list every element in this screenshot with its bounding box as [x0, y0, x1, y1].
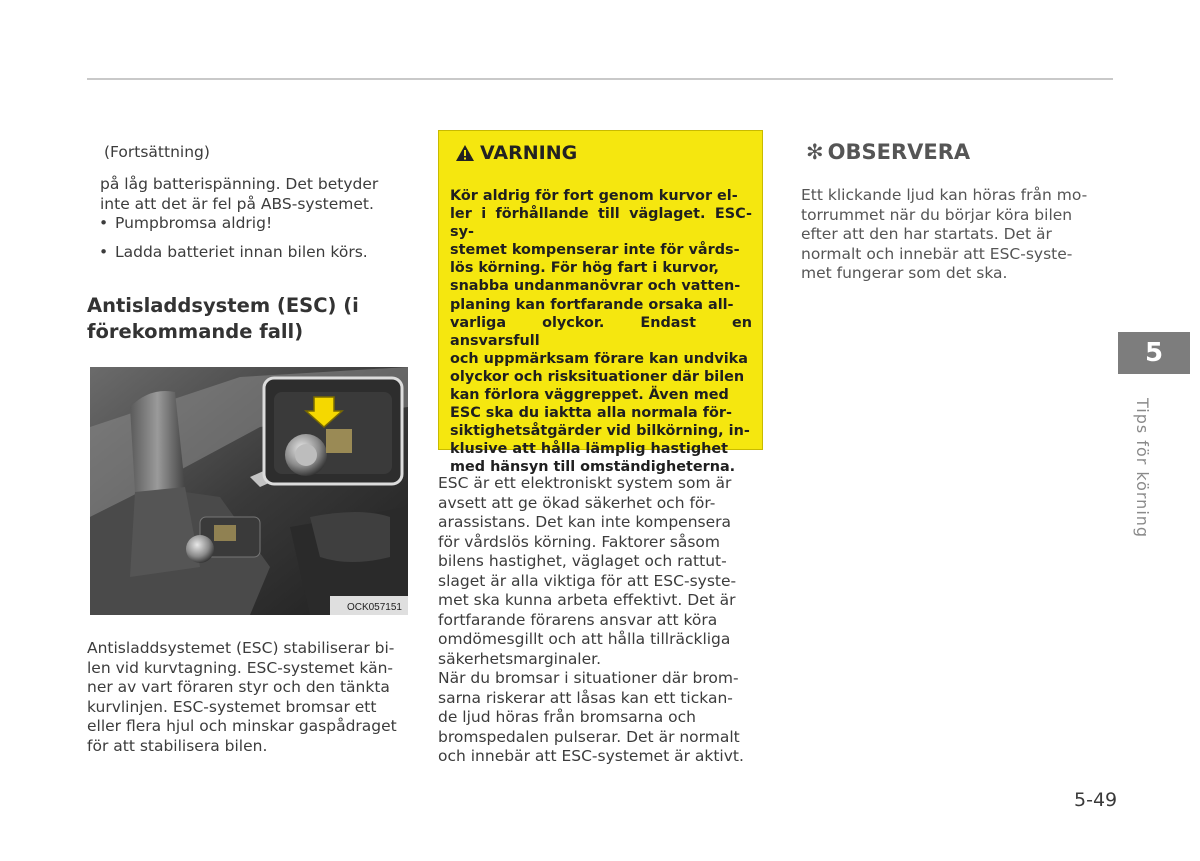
text-line: bilens hastighet, väglaget och rattut- — [438, 552, 727, 570]
figure-code-label: OCK057151 — [346, 602, 402, 613]
warning-line: varliga olyckor. Endast en ansvarsfull — [450, 314, 752, 349]
intro-line: på låg batterispänning. Det betyder — [100, 175, 379, 193]
text-line: met fungerar som det ska. — [801, 264, 1008, 282]
warning-heading — [455, 142, 577, 164]
text-line: När du bromsar i situationer där brom- — [438, 669, 739, 687]
warning-line: siktighetsåtgärder vid bilkörning, in- — [450, 423, 750, 440]
bullet-mark: • — [99, 242, 109, 261]
list-item-text: Pumpbromsa aldrig! — [115, 214, 273, 232]
text-line: för vårdslös körning. Faktorer såsom — [438, 532, 720, 551]
text-line: eller flera hjul och minskar gaspådraget — [87, 717, 397, 735]
continuation-label: (Fortsättning) — [104, 143, 210, 161]
text-line: fortfarande förarens ansvar att köra — [438, 610, 718, 629]
warning-title: VARNING — [480, 142, 578, 164]
warning-line: kan förlora väggreppet. Även med — [450, 387, 729, 404]
esc-paragraph — [87, 639, 413, 756]
text-line: avsett att ge ökad säkerhet och för- — [438, 493, 716, 512]
header-rule — [87, 78, 1113, 80]
text-line: omdömesgillt och att hålla tillräckliga — [438, 630, 731, 648]
text-line: sarna riskerar att låsas kan ett tickan- — [438, 688, 733, 707]
intro-line: inte att det är fel på ABS-systemet. — [100, 194, 374, 213]
text-line: efter att den har startats. Det är — [801, 225, 1052, 243]
chapter-title: Tips för körning — [1133, 398, 1152, 539]
text-line: Ett klickande ljud kan höras från mo- — [801, 186, 1088, 204]
esc-button-photo — [90, 367, 408, 615]
tips-list — [97, 214, 407, 271]
observe-text — [801, 186, 1103, 284]
text-line: normalt och innebär att ESC-syste- — [801, 244, 1073, 263]
warning-line: stemet kompenserar inte för vårds- — [450, 242, 740, 259]
list-item — [97, 214, 407, 234]
warning-triangle-icon — [455, 144, 475, 162]
list-item-text: Ladda batteriet innan bilen körs. — [115, 242, 368, 261]
warning-line: och uppmärksam förare kan undvika — [450, 350, 748, 367]
list-item — [97, 243, 407, 263]
asterisk-icon: ✻ — [806, 140, 824, 164]
text-line: Antisladdsystemet (ESC) stabiliserar bi- — [87, 639, 395, 657]
warning-line: klusive att hålla lämplig hastighet — [450, 441, 729, 458]
text-line: ner av vart föraren styr och den tänkta — [87, 678, 390, 696]
text-line: arassistans. Det kan inte kompensera — [438, 513, 732, 531]
chapter-number-tab: 5 — [1118, 332, 1190, 374]
text-line: met ska kunna arbeta effektivt. Det är — [438, 591, 736, 609]
observe-heading — [806, 140, 970, 164]
text-line: för att stabilisera bilen. — [87, 736, 268, 755]
section-heading — [87, 293, 407, 345]
esc-description — [438, 474, 764, 767]
observe-title: OBSERVERA — [827, 140, 971, 164]
text-line: torrummet när du börjar köra bilen — [801, 205, 1073, 224]
text-line: kurvlinjen. ESC-systemet bromsar ett — [87, 697, 377, 716]
warning-text — [450, 187, 752, 477]
heading-line: Antisladdsystem (ESC) (i — [87, 294, 359, 317]
warning-line: ler i förhållande till väglaget. ESC-sy- — [450, 206, 752, 241]
warning-line: med hänsyn till omständigheterna. — [450, 459, 736, 476]
page-number: 5-49 — [1074, 789, 1118, 811]
bullet-mark: • — [99, 214, 109, 232]
warning-line: snabba undanmanövrar och vatten- — [450, 278, 741, 295]
warning-line: planing kan fortfarande orsaka all- — [450, 296, 734, 313]
text-line: och innebär att ESC-systemet är aktivt. — [438, 747, 744, 765]
text-line: säkerhetsmarginaler. — [438, 649, 602, 668]
warning-line: ESC ska du iaktta alla normala för- — [450, 405, 732, 422]
warning-line: Kör aldrig för fort genom kurvor el- — [450, 188, 738, 204]
text-line: bromspedalen pulserar. Det är normalt — [438, 727, 740, 746]
text-line: len vid kurvtagning. ESC-systemet kän- — [87, 658, 394, 677]
heading-line: förekommande fall) — [87, 320, 304, 343]
intro-paragraph — [100, 175, 400, 214]
warning-line: lös körning. För hög fart i kurvor, — [450, 260, 719, 277]
text-line: ESC är ett elektroniskt system som är — [438, 474, 732, 492]
text-line: slaget är alla viktiga för att ESC-syste- — [438, 571, 737, 590]
text-line: de ljud höras från bromsarna och — [438, 708, 696, 726]
warning-line: olyckor och risksituationer där bilen — [450, 368, 745, 385]
warning-box — [438, 130, 763, 476]
